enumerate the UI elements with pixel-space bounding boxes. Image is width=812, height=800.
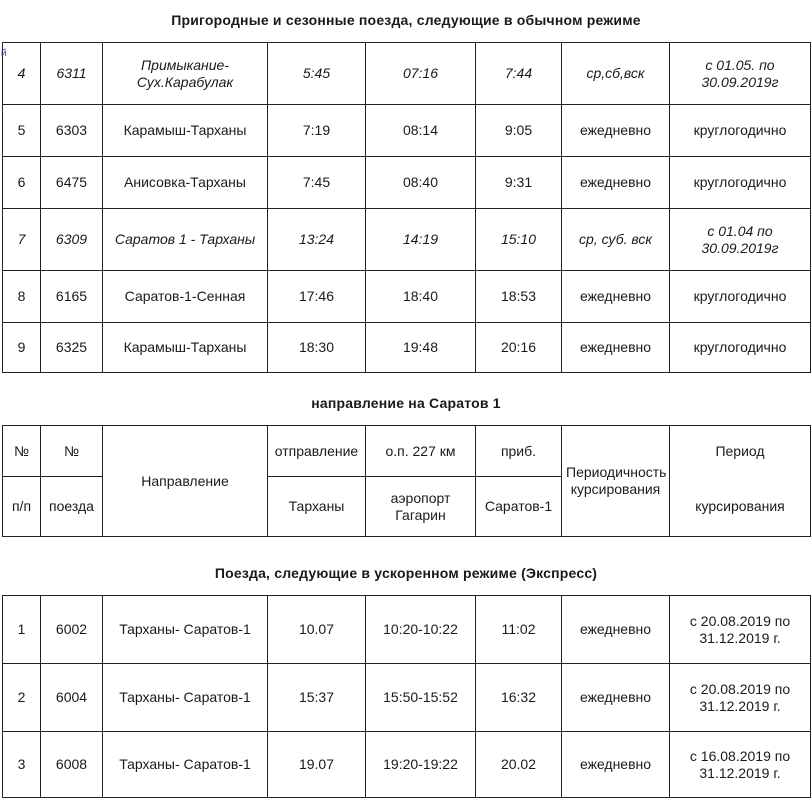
margin-mark: й — [1, 48, 7, 59]
header-mid-bottom: аэропорт Гагарин — [366, 477, 476, 537]
cell-period: круглогодично — [670, 323, 811, 373]
table-row — [3, 732, 811, 798]
cell-train: 6002 — [41, 596, 103, 664]
cell-dep: 10.07 — [268, 596, 366, 664]
cell-num: 8 — [3, 271, 41, 323]
cell-num: 2 — [3, 664, 41, 732]
cell-route: Саратов-1-Сенная — [103, 271, 268, 323]
cell-train: 6004 — [41, 664, 103, 732]
header-arr-top: приб. — [476, 426, 562, 477]
cell-arr: 9:05 — [476, 105, 562, 157]
cell-mid: 07:16 — [366, 43, 476, 105]
cell-dep: 19.07 — [268, 732, 366, 798]
cell-period: с 01.05. по 30.09.2019г — [670, 43, 811, 105]
cell-route: Тарханы- Саратов-1 — [103, 596, 268, 664]
cell-days: ср, суб. вск — [562, 209, 670, 271]
cell-num: 7 — [3, 209, 41, 271]
header-train-top: № — [41, 426, 103, 477]
cell-dep: 18:30 — [268, 323, 366, 373]
table-row — [3, 157, 811, 209]
cell-dep: 7:45 — [268, 157, 366, 209]
cell-num: 4 — [3, 43, 41, 105]
header-arr-bottom: Саратов-1 — [476, 477, 562, 537]
cell-days: ежедневно — [562, 596, 670, 664]
header-route: Направление — [103, 426, 268, 537]
cell-arr: 7:44 — [476, 43, 562, 105]
cell-route: Саратов 1 - Тарханы — [103, 209, 268, 271]
cell-arr: 16:32 — [476, 664, 562, 732]
table-regular-trains — [2, 42, 811, 373]
cell-train: 6325 — [41, 323, 103, 373]
cell-route: Карамыш-Тарханы — [103, 105, 268, 157]
cell-train: 6309 — [41, 209, 103, 271]
header-train-bottom: поезда — [41, 477, 103, 537]
cell-period: с 20.08.2019 по 31.12.2019 г. — [670, 664, 811, 732]
cell-dep: 15:37 — [268, 664, 366, 732]
cell-num: 6 — [3, 157, 41, 209]
cell-arr: 15:10 — [476, 209, 562, 271]
header-num-top: № — [3, 426, 41, 477]
cell-dep: 7:19 — [268, 105, 366, 157]
cell-arr: 20:16 — [476, 323, 562, 373]
cell-route: Примыкание-Сух.Карабулак — [103, 43, 268, 105]
header-period-bottom: курсирования — [670, 477, 811, 537]
table-row — [3, 664, 811, 732]
table-row — [3, 43, 811, 105]
cell-dep: 13:24 — [268, 209, 366, 271]
cell-mid: 08:14 — [366, 105, 476, 157]
cell-num: 3 — [3, 732, 41, 798]
cell-arr: 18:53 — [476, 271, 562, 323]
table-row — [3, 323, 811, 373]
cell-route: Анисовка-Тарханы — [103, 157, 268, 209]
cell-mid: 14:19 — [366, 209, 476, 271]
header-dep-bottom: Тарханы — [268, 477, 366, 537]
table-row — [3, 596, 811, 664]
cell-days: ежедневно — [562, 157, 670, 209]
cell-days: ежедневно — [562, 732, 670, 798]
cell-period: круглогодично — [670, 157, 811, 209]
header-mid-top: о.п. 227 км — [366, 426, 476, 477]
table-row — [3, 105, 811, 157]
cell-num: 5 — [3, 105, 41, 157]
cell-route: Тарханы- Саратов-1 — [103, 664, 268, 732]
table-row — [3, 209, 811, 271]
section2-title: направление на Саратов 1 — [311, 395, 501, 411]
cell-period: с 16.08.2019 по 31.12.2019 г. — [670, 732, 811, 798]
cell-train: 6165 — [41, 271, 103, 323]
cell-dep: 17:46 — [268, 271, 366, 323]
cell-mid: 19:20-19:22 — [366, 732, 476, 798]
cell-train: 6303 — [41, 105, 103, 157]
header-days: Периодичность курсирования — [562, 426, 670, 537]
cell-arr: 20.02 — [476, 732, 562, 798]
cell-train: 6475 — [41, 157, 103, 209]
cell-num: 9 — [3, 323, 41, 373]
cell-mid: 18:40 — [366, 271, 476, 323]
table-row — [3, 271, 811, 323]
cell-dep: 5:45 — [268, 43, 366, 105]
cell-num: 1 — [3, 596, 41, 664]
cell-days: ежедневно — [562, 664, 670, 732]
cell-days: ежедневно — [562, 323, 670, 373]
cell-period: с 20.08.2019 по 31.12.2019 г. — [670, 596, 811, 664]
cell-train: 6311 — [41, 43, 103, 105]
cell-period: круглогодично — [670, 271, 811, 323]
section3-title: Поезда, следующие в ускоренном режиме (Экспресс) — [214, 565, 598, 581]
cell-arr: 11:02 — [476, 596, 562, 664]
section1-title: Пригородные и сезонные поезда, следующие в обычном режиме — [171, 12, 641, 28]
cell-mid: 15:50-15:52 — [366, 664, 476, 732]
header-num-bottom: п/п — [3, 477, 41, 537]
cell-days: ср,сб,вск — [562, 43, 670, 105]
cell-arr: 9:31 — [476, 157, 562, 209]
header-dep-top: отправление — [268, 426, 366, 477]
cell-mid: 08:40 — [366, 157, 476, 209]
cell-days: ежедневно — [562, 271, 670, 323]
table-header — [2, 425, 811, 537]
header-period-top: Период — [670, 426, 811, 477]
cell-mid: 19:48 — [366, 323, 476, 373]
table-express-trains — [2, 595, 811, 798]
cell-days: ежедневно — [562, 105, 670, 157]
cell-mid: 10:20-10:22 — [366, 596, 476, 664]
cell-period: с 01.04 по 30.09.2019г — [670, 209, 811, 271]
cell-train: 6008 — [41, 732, 103, 798]
cell-route: Тарханы- Саратов-1 — [103, 732, 268, 798]
cell-period: круглогодично — [670, 105, 811, 157]
cell-route: Карамыш-Тарханы — [103, 323, 268, 373]
